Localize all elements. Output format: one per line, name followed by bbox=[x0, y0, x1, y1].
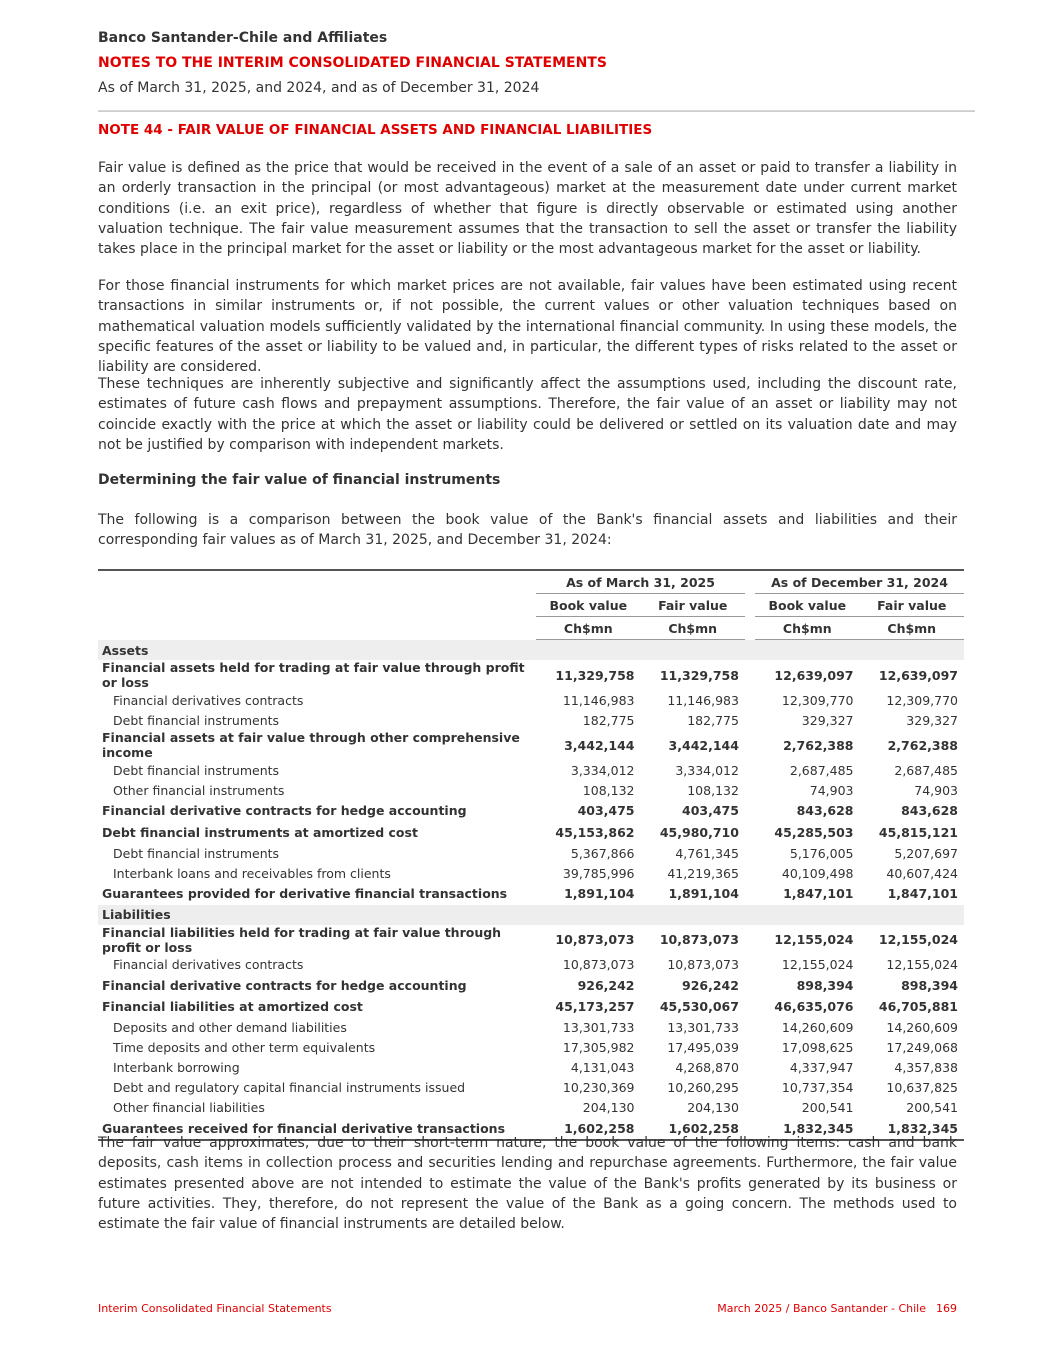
row-label: Financial assets at fair value through other comprehensive income bbox=[102, 730, 520, 760]
value-cell: 17,249,068 bbox=[886, 1040, 958, 1055]
value-cell: 12,155,024 bbox=[774, 932, 854, 947]
value-cell: 14,260,609 bbox=[886, 1020, 958, 1035]
page-header bbox=[98, 30, 958, 96]
paragraph-fair-value-approximation: The fair value approximates, due to their short-term nature, the book value of the following items: cash and bank deposits, cash items in collection process and securities lending and repurchase agreements. Furthermore, the fair value estimates presented above are not intended to estimate the value of the Bank's profits generated by its business or future activities. They, therefore, do not represent the value of the Bank as a going concern. The methods used to estimate the fair value of financial instruments are detailed below. bbox=[98, 1135, 957, 1233]
table-row bbox=[98, 843, 964, 863]
value-cell: 926,242 bbox=[682, 977, 739, 993]
value-cell: 10,260,295 bbox=[667, 1080, 739, 1095]
value-cell: 74,903 bbox=[809, 782, 854, 798]
value-cell: 204,130 bbox=[687, 1100, 739, 1115]
value-cell: 200,541 bbox=[801, 1100, 854, 1115]
row-label: Financial liabilities held for trading at fair value through profit or loss bbox=[102, 924, 502, 955]
row-label: Interbank borrowing bbox=[113, 1060, 240, 1075]
paragraph-estimation-methods: For those financial instruments for which market prices are not available, fair values have been estimated using recent transactions in similar instruments or, if not possible, the current values or other valuation techniques based on mathematical valuation models sufficiently validated by the international financial community. In using these models, the specific features of the asset or liability to be valued and, in particular, the different types of risks related to the asset or liability are considered. bbox=[98, 278, 957, 376]
unit-label: Ch$mn bbox=[641, 617, 745, 640]
fair-value-table bbox=[98, 569, 964, 1141]
row-label: Financial derivative contracts for hedge accounting bbox=[102, 977, 467, 993]
table-row bbox=[98, 1098, 964, 1118]
value-cell: 45,285,503 bbox=[774, 824, 854, 840]
as-of-date: As of March 31, 2025, and 2024, and as of December 31, 2024 bbox=[98, 80, 540, 96]
header-divider bbox=[98, 110, 975, 112]
value-cell: 10,230,369 bbox=[562, 1080, 635, 1095]
value-cell: 5,176,005 bbox=[789, 845, 854, 861]
footer-publication-text: March 2025 / Banco Santander - Chile bbox=[717, 1302, 926, 1315]
value-cell: 4,131,043 bbox=[570, 1060, 635, 1075]
value-cell: 14,260,609 bbox=[781, 1020, 854, 1035]
row-label: Interbank loans and receivables from clients bbox=[113, 865, 391, 881]
value-cell: 12,155,024 bbox=[781, 957, 854, 972]
table-row bbox=[98, 780, 964, 800]
value-cell: 3,442,144 bbox=[668, 737, 739, 753]
value-cell: 4,337,947 bbox=[789, 1060, 854, 1075]
col-fair-value: Fair value bbox=[860, 594, 965, 617]
row-label: Financial assets held for trading at fair value through profit or loss bbox=[102, 660, 525, 690]
value-cell: 108,132 bbox=[687, 782, 739, 798]
table-row bbox=[98, 690, 964, 710]
value-cell: 12,155,024 bbox=[886, 957, 958, 972]
row-label: Other financial liabilities bbox=[113, 1100, 265, 1115]
table-row bbox=[98, 955, 964, 975]
value-cell: 1,847,101 bbox=[783, 886, 854, 902]
value-cell: 45,980,710 bbox=[659, 824, 739, 840]
value-cell: 45,173,257 bbox=[555, 999, 635, 1015]
value-cell: 843,628 bbox=[796, 803, 854, 819]
value-cell: 10,637,825 bbox=[886, 1080, 958, 1095]
row-label: Financial derivatives contracts bbox=[113, 692, 304, 708]
value-cell: 45,530,067 bbox=[659, 999, 739, 1015]
section-assets: Assets bbox=[98, 640, 964, 661]
paragraph-subjectivity: These techniques are inherently subjective and significantly affect the assumptions used, including the discount rate, estimates of future cash flows and prepayment assumptions. Therefore, the fair value of an asset or liability may not coincide exactly with the price at which the asset or liability could be delivered or settled on its valuation date and may not be justified by comparison with independent markets. bbox=[98, 376, 957, 453]
value-cell: 182,775 bbox=[687, 712, 739, 728]
value-cell: 11,329,758 bbox=[659, 667, 739, 683]
value-cell: 1,832,345 bbox=[887, 1120, 958, 1136]
table-row bbox=[98, 760, 964, 780]
col-book-value: Book value bbox=[755, 594, 859, 617]
value-cell: 1,891,104 bbox=[564, 886, 635, 902]
value-cell: 41,219,365 bbox=[667, 865, 739, 881]
value-cell: 898,394 bbox=[796, 977, 854, 993]
table-row bbox=[98, 925, 964, 955]
row-label: Debt and regulatory capital financial instruments issued bbox=[113, 1080, 466, 1095]
value-cell: 46,635,076 bbox=[774, 999, 854, 1015]
table-row bbox=[98, 863, 964, 883]
value-cell: 403,475 bbox=[577, 803, 635, 819]
value-cell: 329,327 bbox=[906, 712, 958, 728]
table-row bbox=[98, 1078, 964, 1098]
value-cell: 5,367,866 bbox=[570, 845, 635, 861]
table-row bbox=[98, 660, 964, 690]
unit-label: Ch$mn bbox=[860, 617, 965, 640]
value-cell: 11,329,758 bbox=[555, 667, 635, 683]
value-cell: 1,847,101 bbox=[887, 886, 958, 902]
company-name: Banco Santander-Chile and Affiliates bbox=[98, 30, 388, 46]
value-cell: 1,891,104 bbox=[668, 886, 739, 902]
table-row bbox=[98, 710, 964, 730]
value-cell: 204,130 bbox=[582, 1100, 635, 1115]
value-cell: 12,639,097 bbox=[774, 667, 854, 683]
value-cell: 2,762,388 bbox=[783, 737, 854, 753]
value-cell: 1,602,258 bbox=[668, 1120, 739, 1136]
value-cell: 40,109,498 bbox=[781, 865, 854, 881]
note-title: NOTE 44 - FAIR VALUE OF FINANCIAL ASSETS AND FINANCIAL LIABILITIES bbox=[98, 122, 653, 138]
value-cell: 3,334,012 bbox=[675, 762, 739, 778]
value-cell: 4,357,838 bbox=[894, 1060, 958, 1075]
value-cell: 11,146,983 bbox=[667, 692, 739, 708]
value-cell: 13,301,733 bbox=[667, 1020, 739, 1035]
value-cell: 40,607,424 bbox=[886, 865, 958, 881]
value-cell: 13,301,733 bbox=[562, 1020, 635, 1035]
row-label: Financial liabilities at amortized cost bbox=[102, 999, 363, 1015]
row-label: Time deposits and other term equivalents bbox=[113, 1040, 376, 1055]
value-cell: 11,146,983 bbox=[562, 692, 635, 708]
value-cell: 45,815,121 bbox=[878, 824, 958, 840]
row-label: Guarantees received for financial derivative transactions bbox=[102, 1120, 506, 1136]
header-march-2025: As of March 31, 2025 bbox=[536, 571, 745, 594]
header-december-2024: As of December 31, 2024 bbox=[755, 571, 964, 594]
value-cell: 39,785,996 bbox=[562, 865, 635, 881]
value-cell: 108,132 bbox=[582, 782, 635, 798]
value-cell: 2,687,485 bbox=[789, 762, 854, 778]
value-cell: 45,153,862 bbox=[555, 824, 635, 840]
row-label: Financial derivative contracts for hedge accounting bbox=[102, 803, 467, 819]
table-row bbox=[98, 730, 964, 760]
table-row bbox=[98, 822, 964, 844]
value-cell: 403,475 bbox=[682, 803, 739, 819]
value-cell: 3,442,144 bbox=[564, 737, 635, 753]
value-cell: 12,155,024 bbox=[878, 932, 958, 947]
paragraph-comparison-intro: The following is a comparison between the book value of the Bank's financial assets and liabilities and their corresponding fair values as of March 31, 2025, and December 31, 2024: bbox=[98, 512, 957, 549]
value-cell: 182,775 bbox=[582, 712, 635, 728]
value-cell: 200,541 bbox=[906, 1100, 958, 1115]
value-cell: 17,305,982 bbox=[562, 1040, 635, 1055]
footer-document-title: Interim Consolidated Financial Statements bbox=[98, 1302, 332, 1315]
section-subheading: Determining the fair value of financial instruments bbox=[98, 472, 501, 488]
table-row bbox=[98, 996, 964, 1018]
value-cell: 329,327 bbox=[801, 712, 854, 728]
table-row bbox=[98, 1038, 964, 1058]
row-label: Debt financial instruments bbox=[113, 762, 280, 778]
page-number: 169 bbox=[936, 1302, 957, 1315]
value-cell: 10,873,073 bbox=[659, 932, 739, 947]
value-cell: 4,761,345 bbox=[675, 845, 739, 861]
value-cell: 2,687,485 bbox=[894, 762, 958, 778]
row-label: Deposits and other demand liabilities bbox=[113, 1020, 347, 1035]
value-cell: 926,242 bbox=[577, 977, 635, 993]
unit-label: Ch$mn bbox=[755, 617, 859, 640]
table-row bbox=[98, 1018, 964, 1038]
paragraph-fair-value-definition: Fair value is defined as the price that would be received in the event of a sale of an asset or paid to transfer a liability in an orderly transaction in the principal (or most advantageous) market at the measurement date under current market conditions (i.e. an exit price), regardless of whether that figure is directly observable or estimated using another valuation technique. The fair value measurement assumes that the transaction to sell the asset or transfer the liability takes place in the principal market for the asset or liability or the most advantageous market for the asset or liability. bbox=[98, 160, 957, 258]
value-cell: 843,628 bbox=[901, 803, 958, 819]
table-row bbox=[98, 883, 964, 905]
value-cell: 12,639,097 bbox=[878, 667, 958, 683]
value-cell: 4,268,870 bbox=[675, 1060, 739, 1075]
unit-label: Ch$mn bbox=[536, 617, 640, 640]
row-label: Financial derivatives contracts bbox=[113, 957, 304, 972]
value-cell: 1,832,345 bbox=[783, 1120, 854, 1136]
notes-title: NOTES TO THE INTERIM CONSOLIDATED FINANCIAL STATEMENTS bbox=[98, 55, 607, 71]
row-label: Debt financial instruments bbox=[113, 845, 280, 861]
value-cell: 10,873,073 bbox=[555, 932, 635, 947]
row-label: Debt financial instruments at amortized cost bbox=[102, 824, 418, 840]
value-cell: 898,394 bbox=[901, 977, 958, 993]
col-fair-value: Fair value bbox=[641, 594, 745, 617]
value-cell: 5,207,697 bbox=[894, 845, 958, 861]
table-row bbox=[98, 1058, 964, 1078]
value-cell: 10,873,073 bbox=[667, 957, 739, 972]
value-cell: 10,873,073 bbox=[562, 957, 635, 972]
col-book-value: Book value bbox=[536, 594, 640, 617]
footer-publication bbox=[717, 1302, 957, 1315]
table-row bbox=[98, 800, 964, 822]
row-label: Debt financial instruments bbox=[113, 712, 280, 728]
row-label: Other financial instruments bbox=[113, 782, 285, 798]
table-row bbox=[98, 975, 964, 997]
row-label: Guarantees provided for derivative financial transactions bbox=[102, 886, 508, 902]
value-cell: 2,762,388 bbox=[887, 737, 958, 753]
value-cell: 74,903 bbox=[914, 782, 958, 798]
section-liabilities: Liabilities bbox=[98, 905, 964, 925]
value-cell: 17,495,039 bbox=[667, 1040, 739, 1055]
value-cell: 12,309,770 bbox=[781, 692, 854, 708]
value-cell: 17,098,625 bbox=[781, 1040, 854, 1055]
value-cell: 46,705,881 bbox=[878, 999, 958, 1015]
value-cell: 3,334,012 bbox=[570, 762, 635, 778]
value-cell: 1,602,258 bbox=[564, 1120, 635, 1136]
value-cell: 12,309,770 bbox=[886, 692, 958, 708]
value-cell: 10,737,354 bbox=[781, 1080, 854, 1095]
